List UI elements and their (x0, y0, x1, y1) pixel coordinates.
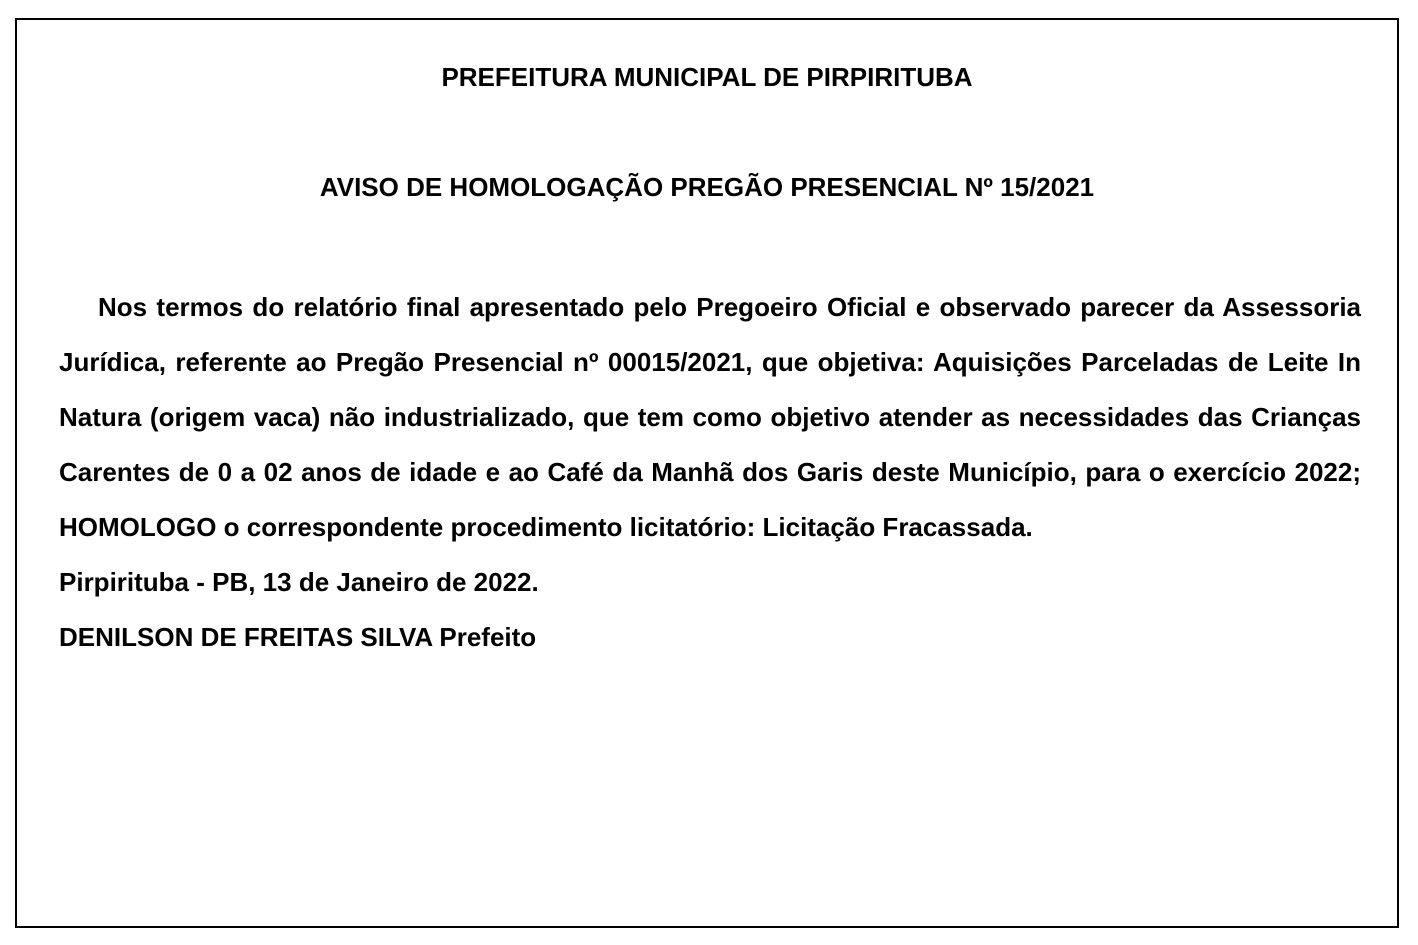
place-date: Pirpirituba - PB, 13 de Janeiro de 2022. (59, 567, 539, 597)
notice-title: AVISO DE HOMOLOGAÇÃO PREGÃO PRESENCIAL Nº 15/2021 (319, 172, 1095, 202)
org-title: PREFEITURA MUNICIPAL DE PIRPIRITUBA (441, 62, 973, 92)
body-paragraph: Nos termos do relatório final apresentado pelo Pregoeiro Oficial e observado parecer da Assessoria Jurídica, referente ao Pregão Presencial nº 00015/2021, que objetiva: Aquisições Parceladas de Leite In Natura (origem vaca) não industrializado, que tem como objetivo atender as necessidades das Crianças Carentes de 0 a 02 anos de idade e ao Café da Manhã dos Garis deste Município, para o exercício 2022; HOMOLOGO o correspondente procedimento licitatório: Licitação Fracassada. (59, 292, 1361, 542)
notice-frame (15, 18, 1399, 928)
signatory: DENILSON DE FREITAS SILVA Prefeito (59, 622, 537, 652)
notice-body (59, 280, 1361, 665)
